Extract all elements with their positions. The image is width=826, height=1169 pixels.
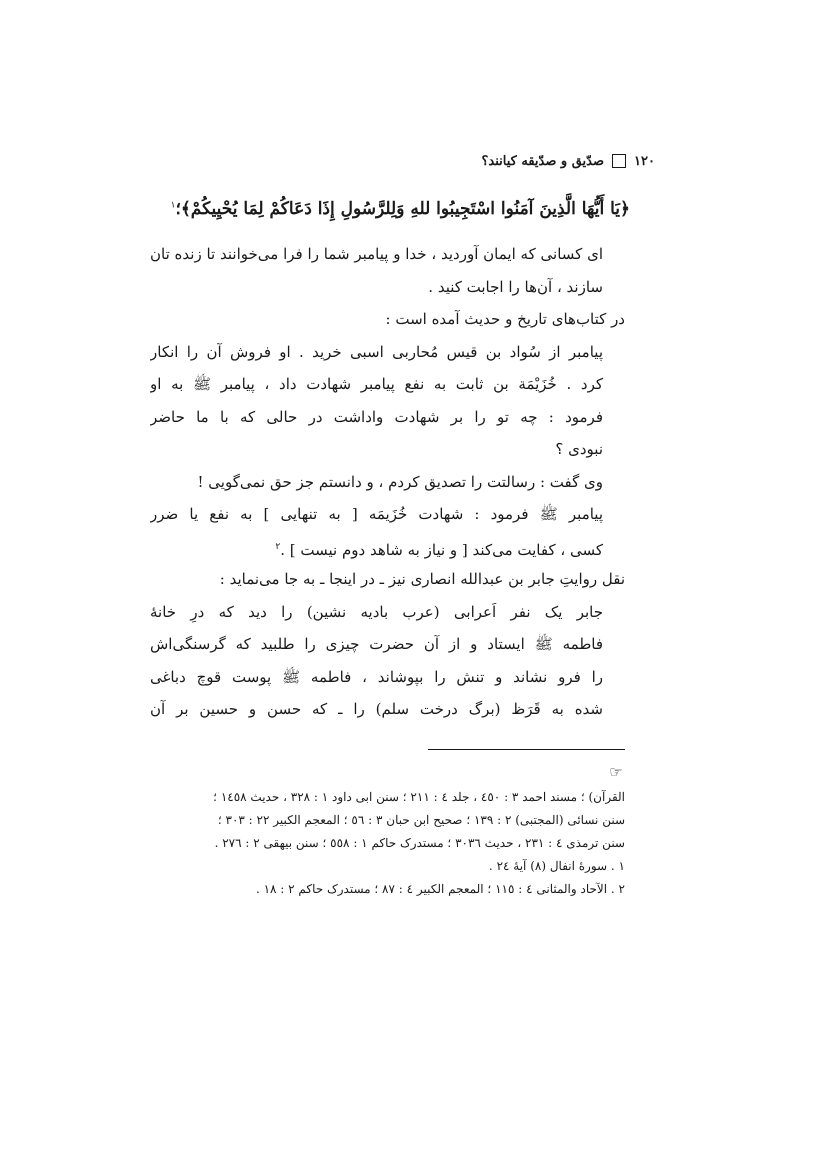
body-line: ای کسانی که ایمان آوردید ، خدا و پیامبر شما را فرا می‌خوانند تا زنده تان xyxy=(150,245,603,263)
body-line: سازند ، آن‌ها را اجابت کنید . xyxy=(428,277,603,296)
body-text xyxy=(150,238,625,726)
footnote-line: ١ . سورهٔ انفال (٨) آیهٔ ٢٤ . xyxy=(488,859,625,873)
body-line: پیامبر از سُواد بن قیس مُحاربی اسبی خرید . او فروش آن را انکار xyxy=(150,342,603,361)
body-line: فاطمه ﷺ ایستاد و از آن حضرت چیزی را طلبید که گرسنگی‌اش xyxy=(150,635,603,653)
body-line: پیامبر ﷺ فرمود : شهادت خُزَیمَه [ به تنهایی ] به نفع یا ضرر xyxy=(150,505,603,523)
body-line: کسی ، کفایت می‌کند [ و نیاز به شاهد دوم نیست ] . xyxy=(280,540,603,559)
pointing-hand-icon: ☞ xyxy=(609,763,623,781)
body-line: فرمود : چه تو را بر شهادت واداشت در حالی که با ما حاضر xyxy=(150,407,603,426)
body-line: کرد . خُزَیْمَة بن ثابت به نفع پیامبر شهادت داد ، پیامبر ﷺ به او xyxy=(150,375,603,393)
body-line: در کتاب‌های تاریخ و حدیث آمده است : xyxy=(385,310,625,328)
body-line: نبودی ؟ xyxy=(555,440,603,458)
footnotes xyxy=(180,786,625,901)
page-number: ١٢٠ xyxy=(634,153,655,169)
footnote-line: ٢ . الآحاد والمثانی ٤ : ١١٥ ؛ المعجم الکبیر ٤ : ٨٧ ؛ مستدرک حاکم ٢ : ١٨ . xyxy=(255,882,625,896)
footnote-line: سنن ترمذی ٤ : ٢٣١ ، حدیث ٣٠٣٦ ؛ مستدرک حاکم ١ : ٥٥٨ ؛ سنن بیهقی ٢ : ٢٧٦ . xyxy=(214,836,625,850)
body-line: وی گفت : رسالتت را تصدیق کردم ، و دانستم جز حق نمی‌گویی ! xyxy=(197,472,603,491)
quran-verse xyxy=(150,198,630,219)
body-line: نقل روایتِ جابر بن عبدالله انصاری نیز ـ در اینجا ـ به جا می‌نماید : xyxy=(219,570,625,588)
body-line: جابر یک نفر اَعرابی (عرب بادیه نشین) را دید که درِ خانهٔ xyxy=(150,602,603,621)
body-footnote-ref: ٢ xyxy=(275,541,281,552)
body-line: را فرو نشاند و تنش را بپوشاند ، فاطمه ﷺ پوست قوچ دباغی xyxy=(150,667,603,686)
verse-text: ﴿یَا أَیُّهَا الَّذِینَ آمَنُوا اسْتَجِیبُوا للهِ وَلِلرَّسُولِ إِذَا دَعَاکُمْ لِمَا یُحْیِیکُمْ﴾؛ xyxy=(175,199,630,219)
body-line-with-ref xyxy=(150,531,625,564)
running-title: صدّیق و صدّیقه کیانند؟ xyxy=(481,153,605,169)
footnote-line: القرآن) ؛ مسند احمد ٣ : ٤٥٠ ، جلد ٤ : ٢١١ ؛ سنن ابی داود ١ : ٣٢٨ ، حدیث ١٤٥٨ ؛ xyxy=(213,790,625,804)
square-ornament-icon xyxy=(612,154,626,168)
running-header xyxy=(470,150,655,172)
footnote-line: سنن نسائی (المجتبی) ٢ : ١٣٩ ؛ صحیح ابن حبان ٣ : ٥٦ ؛ المعجم الکبیر ٢٢ : ٣٠٣ ؛ xyxy=(217,813,625,827)
verse-footnote-ref: ١ xyxy=(170,200,176,211)
footnote-separator xyxy=(428,749,625,750)
body-line: شده به قَرَظ (برگ درخت سلم) را ـ که حسن و حسین بر آن xyxy=(150,700,603,718)
